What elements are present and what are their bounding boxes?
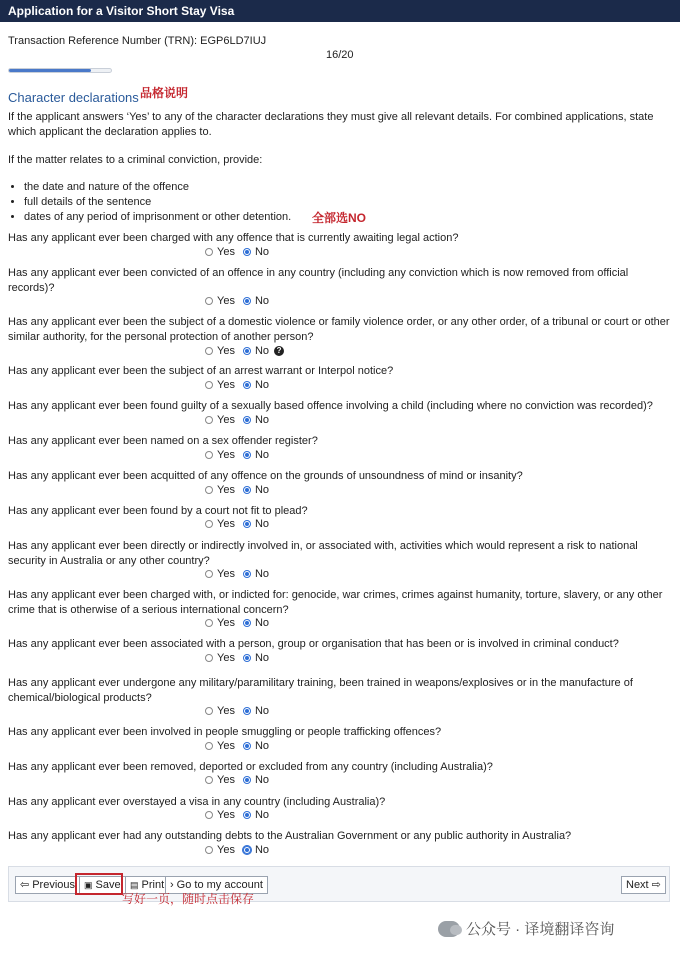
- no-radio[interactable]: [243, 811, 251, 819]
- answer-group: [205, 345, 284, 357]
- yes-radio[interactable]: [205, 846, 213, 854]
- yes-label: Yes: [217, 617, 235, 629]
- yes-label: Yes: [217, 774, 235, 786]
- question-text: Has any applicant ever been found by a court not fit to plead?: [8, 505, 308, 517]
- no-label: No: [254, 809, 270, 821]
- yes-radio[interactable]: [205, 297, 213, 305]
- no-label: No: [254, 449, 270, 461]
- yes-radio[interactable]: [205, 451, 213, 459]
- yes-radio[interactable]: [205, 347, 213, 355]
- no-radio[interactable]: [243, 451, 251, 459]
- answer-group: [205, 652, 269, 664]
- arrow-right-icon: ⇨: [651, 879, 661, 891]
- bullet-list: [8, 180, 291, 225]
- no-radio[interactable]: [243, 707, 251, 715]
- no-radio[interactable]: [243, 570, 251, 578]
- yes-label: Yes: [217, 568, 235, 580]
- list-item: • the date and nature of the offence: [24, 180, 291, 195]
- no-label: No: [254, 652, 270, 664]
- answer-group: [205, 518, 269, 530]
- no-radio[interactable]: [243, 742, 251, 750]
- no-radio[interactable]: [243, 776, 251, 784]
- yes-radio[interactable]: [205, 811, 213, 819]
- answer-group: [205, 484, 269, 496]
- answer-group: [205, 568, 269, 580]
- answer-group: [205, 414, 269, 426]
- yes-label: Yes: [217, 246, 235, 258]
- watermark: [438, 918, 614, 939]
- question-text: Has any applicant ever been charged with any offence that is currently awaiting legal action?: [8, 232, 459, 244]
- answer-group: [205, 617, 269, 629]
- question-circle-icon[interactable]: ?: [274, 346, 284, 356]
- no-radio[interactable]: [243, 381, 251, 389]
- criminal-intro: If the matter relates to a criminal conviction, provide:: [8, 154, 263, 166]
- yes-radio[interactable]: [205, 619, 213, 627]
- no-label: No: [254, 617, 270, 629]
- answer-group: [205, 705, 269, 717]
- no-label: No: [254, 379, 270, 391]
- question-text: Has any applicant ever been found guilty of a sexually based offence involving a child (including where no conviction was recorded)?: [8, 400, 653, 412]
- question-text: Has any applicant ever been removed, deported or excluded from any country (including Australia)?: [8, 761, 493, 773]
- answer-group: [205, 295, 269, 307]
- yes-radio[interactable]: [205, 654, 213, 662]
- no-radio[interactable]: [243, 486, 251, 494]
- yes-label: Yes: [217, 345, 235, 357]
- answer-group: [205, 740, 269, 752]
- yes-radio[interactable]: [205, 742, 213, 750]
- yes-label: Yes: [217, 705, 235, 717]
- no-label: No: [254, 774, 270, 786]
- next-button[interactable]: [621, 876, 666, 894]
- yes-radio[interactable]: [205, 520, 213, 528]
- yes-radio[interactable]: [205, 776, 213, 784]
- no-radio[interactable]: [243, 297, 251, 305]
- next-label: Next: [626, 879, 649, 891]
- question-text: Has any applicant ever overstayed a visa in any country (including Australia)?: [8, 796, 386, 808]
- no-radio[interactable]: [243, 347, 251, 355]
- section-title: Character declarations: [8, 90, 139, 105]
- annotation-character: 品格说明: [140, 86, 189, 100]
- page-count: 16/20: [326, 49, 354, 61]
- question-text: Has any applicant ever been directly or indirectly involved in, or associated with, activities which would represent a risk to national security in Australia or any other country?: [8, 540, 638, 567]
- watermark-text: 公众号 · 译境翻译咨询: [466, 921, 615, 938]
- progress-bar: [8, 68, 112, 73]
- window-title: Application for a Visitor Short Stay Visa: [0, 0, 680, 22]
- no-label: No: [254, 295, 270, 307]
- yes-label: Yes: [217, 379, 235, 391]
- question-text: Has any applicant ever had any outstanding debts to the Australian Government or any public authority in Australia?: [8, 830, 572, 842]
- progress-fill: [9, 69, 91, 72]
- annotation-save: 写好一页，随时点击保存: [122, 892, 255, 906]
- yes-label: Yes: [217, 414, 235, 426]
- no-radio[interactable]: [243, 520, 251, 528]
- yes-label: Yes: [217, 449, 235, 461]
- no-label: No: [254, 844, 270, 856]
- yes-radio[interactable]: [205, 416, 213, 424]
- yes-label: Yes: [217, 484, 235, 496]
- no-label: No: [254, 345, 270, 357]
- yes-label: Yes: [217, 518, 235, 530]
- answer-group: [205, 246, 269, 258]
- no-label: No: [254, 484, 270, 496]
- no-label: No: [254, 705, 270, 717]
- arrow-left-icon: ⇦: [20, 879, 30, 891]
- yes-radio[interactable]: [205, 381, 213, 389]
- no-label: No: [254, 518, 270, 530]
- no-radio[interactable]: [243, 846, 251, 854]
- list-item: • full details of the sentence: [24, 195, 291, 210]
- yes-label: Yes: [217, 295, 235, 307]
- no-label: No: [254, 568, 270, 580]
- trn-label: Transaction Reference Number (TRN): EGP6LD7IUJ: [8, 35, 267, 47]
- no-radio[interactable]: [243, 248, 251, 256]
- yes-label: Yes: [217, 844, 235, 856]
- question-text: Has any applicant ever been associated with a person, group or organisation that has been or is involved in criminal conduct?: [8, 638, 619, 650]
- save-highlight-box: [75, 873, 123, 895]
- print-label: Print: [141, 879, 165, 891]
- intro-paragraph: If the applicant answers ‘Yes’ to any of the character declarations they must give all relevant details. For combined applications, state which applicant the declaration applies to.: [8, 111, 654, 138]
- list-item: • dates of any period of imprisonment or other detention.: [24, 210, 291, 225]
- no-label: No: [254, 246, 270, 258]
- yes-radio[interactable]: [205, 707, 213, 715]
- floppy-icon: ▣: [84, 880, 93, 890]
- answer-group: [205, 774, 269, 786]
- annotation-all-no: 全部选NO: [312, 211, 367, 225]
- question-text: Has any applicant ever been the subject of a domestic violence or family violence order, or any other order, of a tribunal or court or other similar authority, for the personal protection of another person?: [8, 316, 670, 343]
- no-label: No: [254, 414, 270, 426]
- account-label: Go to my account: [176, 879, 263, 891]
- answer-group: [205, 809, 269, 821]
- printer-icon: ▤: [130, 880, 139, 890]
- question-text: Has any applicant ever been involved in people smuggling or people trafficking offences?: [8, 726, 442, 738]
- wechat-icon: [438, 921, 460, 937]
- yes-label: Yes: [217, 740, 235, 752]
- yes-label: Yes: [217, 809, 235, 821]
- answer-group: [205, 379, 269, 391]
- save-label: Save: [95, 879, 121, 891]
- previous-label: Previous: [32, 879, 76, 891]
- chevron-right-icon: ›: [170, 879, 174, 891]
- answer-group: [205, 844, 269, 856]
- yes-radio[interactable]: [205, 248, 213, 256]
- question-text: Has any applicant ever been convicted of an offence in any country (including any conviction which is now removed from official records)?: [8, 267, 629, 294]
- question-text: Has any applicant ever been charged with, or indicted for: genocide, war crimes, crimes against humanity, torture, slavery, or any other crime that is otherwise of a serious international concern?: [8, 589, 663, 616]
- yes-radio[interactable]: [205, 570, 213, 578]
- yes-radio[interactable]: [205, 486, 213, 494]
- no-radio[interactable]: [243, 619, 251, 627]
- yes-label: Yes: [217, 652, 235, 664]
- previous-button[interactable]: [15, 876, 80, 894]
- no-radio[interactable]: [243, 654, 251, 662]
- no-label: No: [254, 740, 270, 752]
- question-text: Has any applicant ever been acquitted of any offence on the grounds of unsoundness of mind or insanity?: [8, 470, 523, 482]
- no-radio[interactable]: [243, 416, 251, 424]
- question-text: Has any applicant ever been named on a sex offender register?: [8, 435, 318, 447]
- question-text: Has any applicant ever undergone any military/paramilitary training, been trained in weapons/explosives or in the manufacture of chemical/biological products?: [8, 677, 633, 704]
- question-text: Has any applicant ever been the subject of an arrest warrant or Interpol notice?: [8, 365, 394, 377]
- answer-group: [205, 449, 269, 461]
